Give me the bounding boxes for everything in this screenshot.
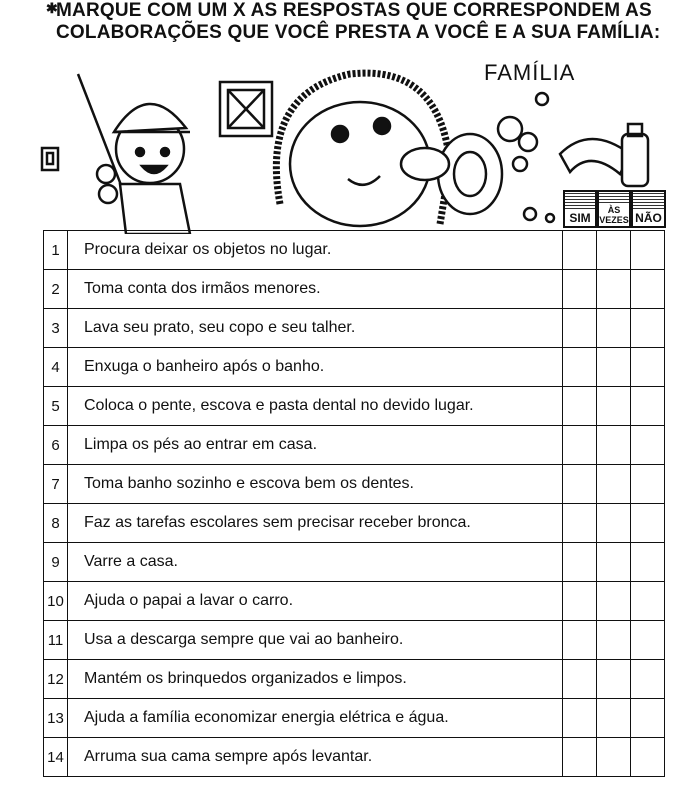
column-header-sometimes: ÀS VEZES (597, 190, 631, 228)
item-number: 12 (44, 660, 68, 699)
checkbox-no[interactable] (631, 348, 665, 387)
checkbox-yes[interactable] (563, 309, 597, 348)
checkbox-no[interactable] (631, 504, 665, 543)
item-text: Varre a casa. (68, 543, 563, 582)
table-row (44, 738, 665, 777)
checkbox-yes[interactable] (563, 348, 597, 387)
item-number: 1 (44, 231, 68, 270)
checkbox-sometimes[interactable] (597, 309, 631, 348)
table-row (44, 543, 665, 582)
checkbox-no[interactable] (631, 699, 665, 738)
item-number: 14 (44, 738, 68, 777)
item-text: Limpa os pés ao entrar em casa. (68, 426, 563, 465)
checkbox-yes[interactable] (563, 660, 597, 699)
checkbox-sometimes[interactable] (597, 582, 631, 621)
checklist-table (43, 230, 665, 777)
item-number: 8 (44, 504, 68, 543)
column-header-no: NÃO (631, 190, 666, 228)
item-text: Faz as tarefas escolares sem precisar receber bronca. (68, 504, 563, 543)
checkbox-yes[interactable] (563, 426, 597, 465)
checkbox-sometimes[interactable] (597, 543, 631, 582)
checkbox-yes[interactable] (563, 465, 597, 504)
table-row (44, 582, 665, 621)
checkbox-no[interactable] (631, 582, 665, 621)
table-row (44, 231, 665, 270)
checkbox-yes[interactable] (563, 231, 597, 270)
checkbox-no[interactable] (631, 387, 665, 426)
table-row (44, 387, 665, 426)
checkbox-no[interactable] (631, 309, 665, 348)
checkbox-yes[interactable] (563, 387, 597, 426)
checkbox-no[interactable] (631, 660, 665, 699)
title-line-2: COLABORAÇÕES QUE VOCÊ PRESTA A VOCÊ E A SUA FAMÍLIA: (56, 22, 661, 43)
checkbox-sometimes[interactable] (597, 270, 631, 309)
checkbox-yes[interactable] (563, 699, 597, 738)
item-text: Usa a descarga sempre que vai ao banheiro. (68, 621, 563, 660)
bullet-icon: ✱ (46, 0, 58, 16)
item-number: 9 (44, 543, 68, 582)
worksheet-title (46, 0, 680, 44)
item-text: Enxuga o banheiro após o banho. (68, 348, 563, 387)
table-row (44, 621, 665, 660)
checkbox-no[interactable] (631, 543, 665, 582)
checkbox-yes[interactable] (563, 621, 597, 660)
checkbox-sometimes[interactable] (597, 231, 631, 270)
checkbox-sometimes[interactable] (597, 738, 631, 777)
checkbox-no[interactable] (631, 426, 665, 465)
section-label: FAMÍLIA (484, 60, 576, 85)
checkbox-no[interactable] (631, 621, 665, 660)
item-text: Lava seu prato, seu copo e seu talher. (68, 309, 563, 348)
checkbox-sometimes[interactable] (597, 660, 631, 699)
item-text: Coloca o pente, escova e pasta dental no devido lugar. (68, 387, 563, 426)
checkbox-yes[interactable] (563, 738, 597, 777)
table-row (44, 309, 665, 348)
checkbox-sometimes[interactable] (597, 699, 631, 738)
item-number: 11 (44, 621, 68, 660)
item-number: 3 (44, 309, 68, 348)
checkbox-sometimes[interactable] (597, 465, 631, 504)
table-row (44, 504, 665, 543)
checkbox-no[interactable] (631, 738, 665, 777)
item-text: Toma banho sozinho e escova bem os dentes. (68, 465, 563, 504)
item-number: 7 (44, 465, 68, 504)
checkbox-sometimes[interactable] (597, 348, 631, 387)
checkbox-sometimes[interactable] (597, 426, 631, 465)
table-row (44, 465, 665, 504)
checkbox-sometimes[interactable] (597, 504, 631, 543)
column-header-yes: SIM (563, 190, 597, 228)
checkbox-yes[interactable] (563, 543, 597, 582)
item-number: 6 (44, 426, 68, 465)
item-text: Ajuda a família economizar energia elétrica e água. (68, 699, 563, 738)
checkbox-yes[interactable] (563, 504, 597, 543)
table-row (44, 660, 665, 699)
table-row (44, 348, 665, 387)
checkbox-yes[interactable] (563, 270, 597, 309)
checkbox-sometimes[interactable] (597, 387, 631, 426)
item-text: Mantém os brinquedos organizados e limpos. (68, 660, 563, 699)
item-text: Toma conta dos irmãos menores. (68, 270, 563, 309)
checkbox-no[interactable] (631, 231, 665, 270)
item-number: 2 (44, 270, 68, 309)
item-number: 10 (44, 582, 68, 621)
item-text: Ajuda o papai a lavar o carro. (68, 582, 563, 621)
item-text: Arruma sua cama sempre após levantar. (68, 738, 563, 777)
checkbox-no[interactable] (631, 465, 665, 504)
table-row (44, 699, 665, 738)
table-row (44, 426, 665, 465)
title-line-1: MARQUE COM UM X AS RESPOSTAS QUE CORRESPONDEM AS (56, 0, 652, 21)
checkbox-sometimes[interactable] (597, 621, 631, 660)
item-number: 13 (44, 699, 68, 738)
table-row (44, 270, 665, 309)
item-number: 4 (44, 348, 68, 387)
checkbox-yes[interactable] (563, 582, 597, 621)
item-number: 5 (44, 387, 68, 426)
item-text: Procura deixar os objetos no lugar. (68, 231, 563, 270)
checkbox-no[interactable] (631, 270, 665, 309)
